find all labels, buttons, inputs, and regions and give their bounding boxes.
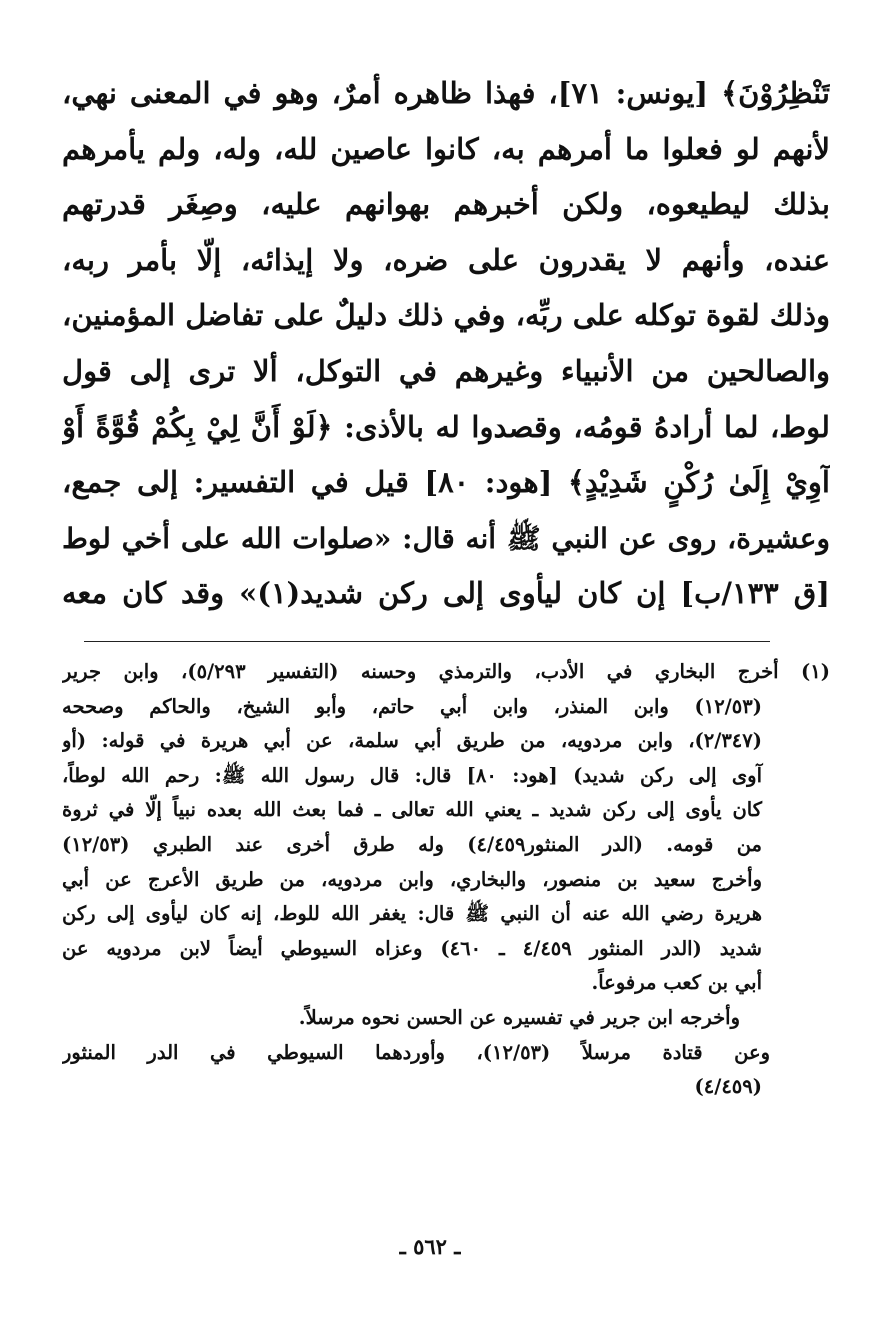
footnote-line: (٢/٣٤٧)، وابن مردويه، من طريق أبي سلمة، عن أبي هريرة في قوله: (أو [62,729,762,753]
main-text-line: وذلك لقوة توكله على ربِّه، وفي ذلك دليلٌ على تفاضل المؤمنين، [62,298,830,333]
main-text-line: [ق ١٣٣/ب] إن كان ليأوى إلى ركن شديد(١)» وقد كان معه [62,576,830,611]
footnote-line: (٤/٤٥٩) [694,1075,762,1099]
footnotes [62,655,830,1105]
main-text-line: بذلك ليطيعوه، ولكن أخبرهم بهوانهم عليه، وصِغَر قدرتهم [62,187,830,222]
footnote-line: (١٢/٥٣) وابن المنذر، وابن أبي حاتم، وأبو الشيخ، والحاكم وصححه [62,694,762,718]
main-text-line: لأنهم لو فعلوا ما أمرهم به، كانوا عاصين لله، وله، ولم يأمرهم [62,131,830,166]
footnote-line: من قومه. (الدر المنثور٤/٤٥٩) وله طرق أخرى عند الطبري (١٢/٥٣) [62,832,763,856]
footnote-line: وأخرج سعيد بن منصور، والبخاري، وابن مردويه، من طريق الأعرج عن أبي [62,867,762,891]
main-text-line: عنده، وأنهم لا يقدرون على ضره، ولا إيذائه، إلّا بأمر ربه، [62,242,830,277]
footnote-line: (١) أخرج البخاري في الأدب، والترمذي وحسنه (التفسير ٥/٢٩٣)، وابن جرير [62,660,830,683]
footnote-line: كان يأوى إلى ركن شديد ـ يعني الله تعالى ـ فما بعث الله بعده نبياً إلّا في ثروة [62,798,762,822]
footnote-line: هريرة رضي الله عنه أن النبي ﷺ قال: يغفر الله للوط، إنه كان ليأوى إلى ركن [62,902,762,926]
footnote-separator [84,641,770,642]
page-number: ـ ٥٦٢ ـ [399,1234,461,1259]
main-text-line: تَنْظِرُوْنَ﴾ [يونس: ٧١]، فهذا ظاهره أمرٌ، وهو في المعنى نهي، [62,76,830,110]
main-text-line: لوط، لما أرادهُ قومُه، وقصدوا له بالأذى: ﴿لَوْ أَنَّ لِيْ بِكُمْ قُوَّةً أَوْ [62,409,830,444]
main-text-line: والصالحين من الأنبياء وغيرهم في التوكل، ألا ترى إلى قول [62,353,830,388]
footnote-line: شديد (الدر المنثور ٤/٤٥٩ ـ ٤٦٠) وعزاه السيوطي أيضاً لابن مردويه عن [62,936,763,960]
main-text [62,66,830,622]
footnote-line: أبي بن كعب مرفوعاً. [591,971,762,995]
footnote-line: آوى إلى ركن شديد) [هود: ٨٠] قال: قال رسول الله ﷺ: رحم الله لوطاً، [62,763,762,787]
footnote-line: وأخرجه ابن جرير في تفسيره عن الحسن نحوه مرسلاً. [298,1005,740,1029]
main-text-line: وعشيرة، روى عن النبي ﷺ أنه قال: «صلوات الله على أخي لوط [62,521,830,555]
footnote-line: وعن قتادة مرسلاً (١٢/٥٣)، وأوردهما السيوطي في الدر المنثور [62,1040,770,1064]
main-text-line: آوِيْ إِلَىٰ رُكْنٍ شَدِيْدٍ﴾ [هود: ٨٠] قيل في التفسير: إلى جمع، [62,465,830,500]
